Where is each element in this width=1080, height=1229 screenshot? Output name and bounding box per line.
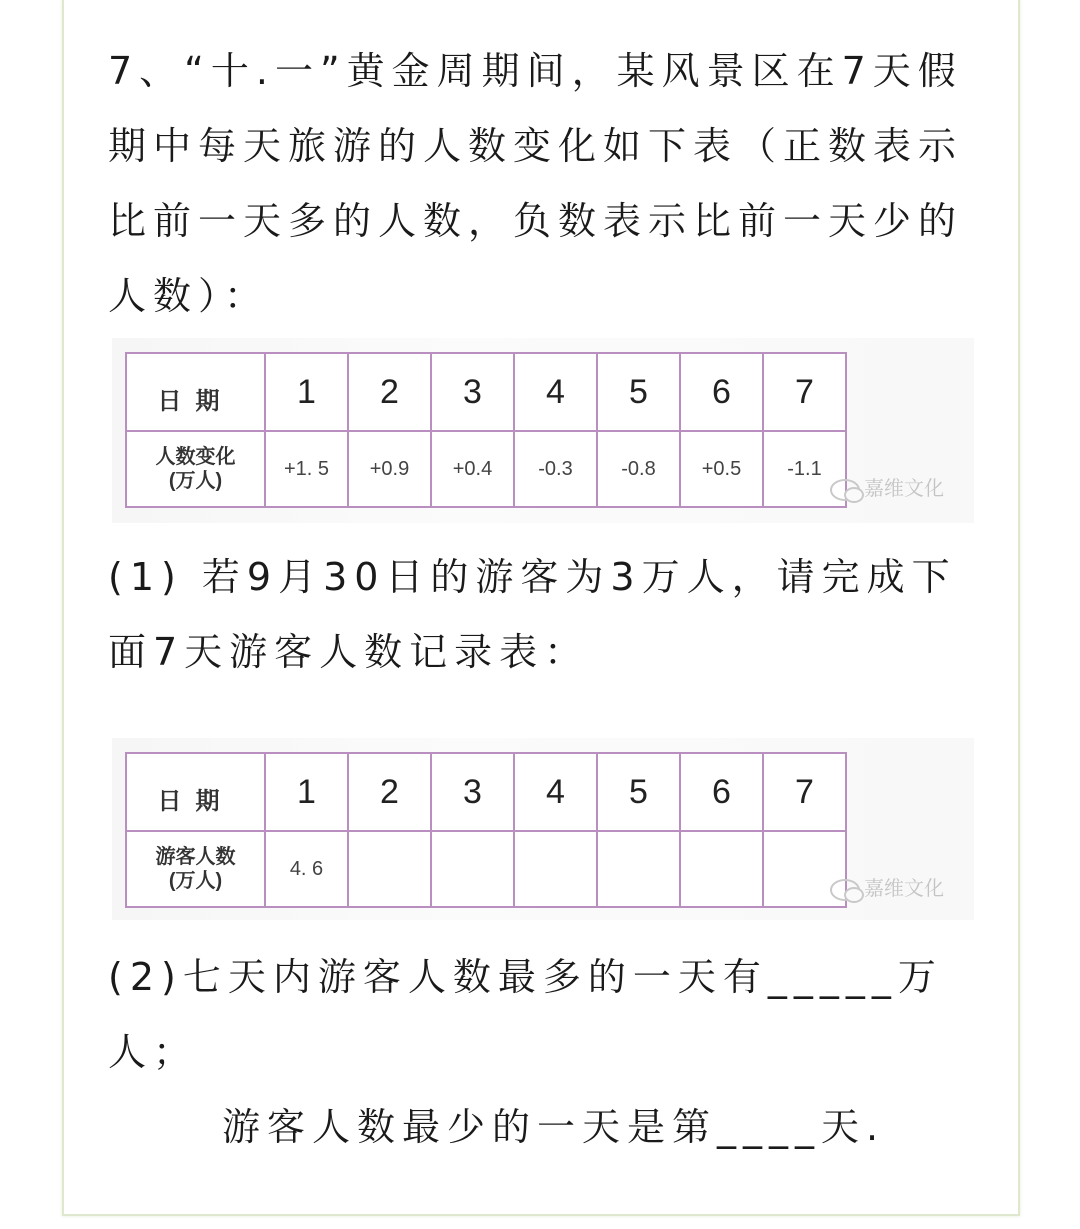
day-cell: 4 <box>514 353 597 431</box>
day-cell: 5 <box>597 353 680 431</box>
day-cell: 1 <box>265 753 348 831</box>
record-table-image <box>112 738 974 920</box>
change-value-cell: +0.4 <box>431 431 514 507</box>
change-value-cell: -0.8 <box>597 431 680 507</box>
question-2-part-b: 游客人数最少的一天是第____天. <box>222 1105 886 1149</box>
day-cell: 7 <box>763 353 846 431</box>
visitor-count-cell: 4. 6 <box>265 831 348 907</box>
day-cell: 1 <box>265 353 348 431</box>
visitor-count-cell <box>514 831 597 907</box>
visitor-count-cell <box>431 831 514 907</box>
day-cell: 2 <box>348 753 431 831</box>
visitor-count-cell <box>597 831 680 907</box>
visitor-count-cell <box>680 831 763 907</box>
watermark: 嘉维文化 <box>830 872 944 901</box>
record-table <box>125 752 847 908</box>
day-cell: 6 <box>680 353 763 431</box>
change-value-cell: +1. 5 <box>265 431 348 507</box>
change-value-cell: -0.3 <box>514 431 597 507</box>
day-cell: 3 <box>431 353 514 431</box>
day-cell: 2 <box>348 353 431 431</box>
day-cell: 6 <box>680 753 763 831</box>
day-cell: 3 <box>431 753 514 831</box>
question-1: (1) 若9月30日的游客为3万人，请完成下面7天游客人数记录表： <box>108 555 957 674</box>
problem-intro: 7、“十.一”黄金周期间，某风景区在7天假期中每天旅游的人数变化如下表（正数表示比前一天多的人数，负数表示比前一天少的人数）： <box>108 49 964 318</box>
visitor-count-cell <box>348 831 431 907</box>
wechat-icon <box>830 479 860 501</box>
day-cell: 7 <box>763 753 846 831</box>
change-table <box>125 352 847 508</box>
change-value-cell: -1.1 <box>763 431 846 507</box>
change-table-image <box>112 338 974 523</box>
day-cell: 4 <box>514 753 597 831</box>
question-2: (2)七天内游客人数最多的一天有_____万人； <box>108 955 943 1074</box>
change-row-header: 人数变化 (万人) <box>126 431 265 507</box>
date-header-cell: 日期 <box>126 753 265 831</box>
change-value-cell: +0.9 <box>348 431 431 507</box>
visitors-row-header: 游客人数 (万人) <box>126 831 265 907</box>
date-header-cell: 日期 <box>126 353 265 431</box>
watermark: 嘉维文化 <box>830 472 944 501</box>
change-value-cell: +0.5 <box>680 431 763 507</box>
wechat-icon <box>830 879 860 901</box>
day-cell: 5 <box>597 753 680 831</box>
